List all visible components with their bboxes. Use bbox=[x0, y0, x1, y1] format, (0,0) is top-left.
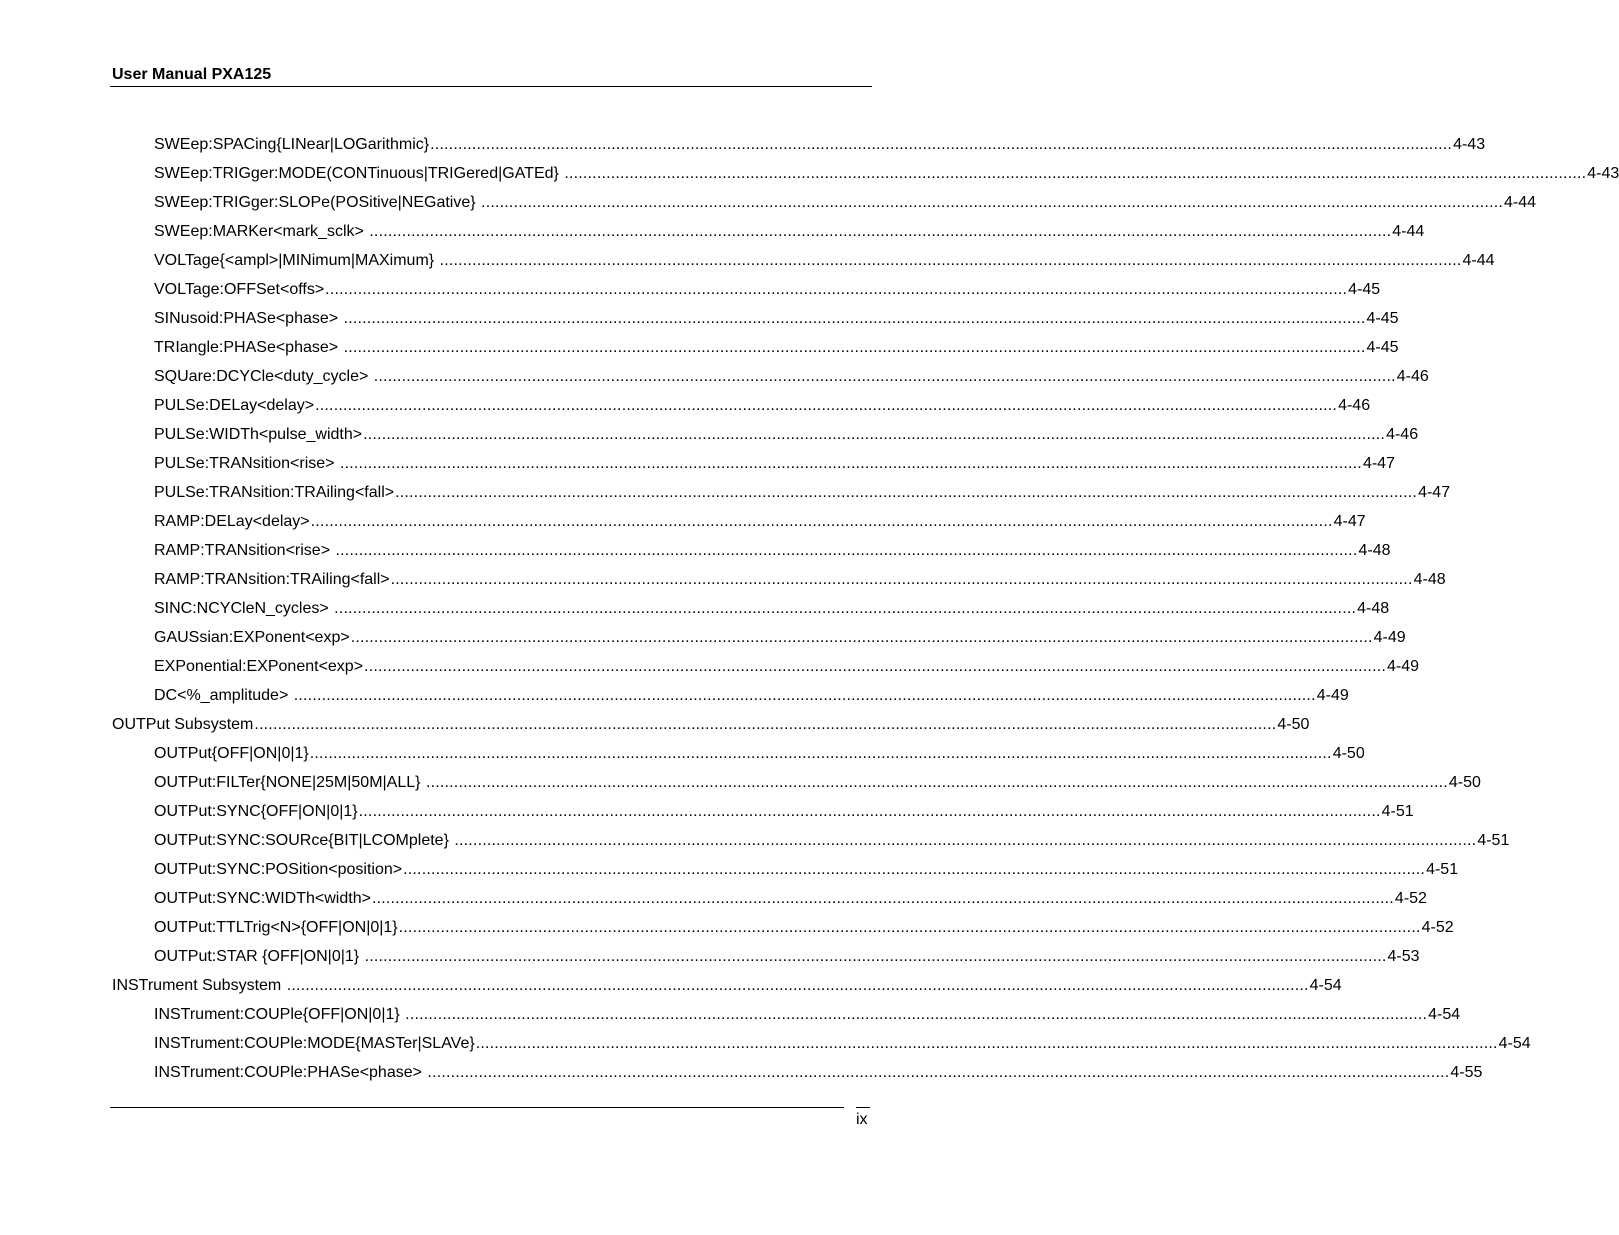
toc-dot-leader: ............................................................................................................................................................................................................................ bbox=[310, 513, 1333, 530]
toc-entry-title: OUTPut:STAR {OFF|ON|0|1} bbox=[154, 948, 364, 965]
toc-entry[interactable] bbox=[154, 220, 1425, 244]
toc-page-number: 4-45 bbox=[1348, 281, 1381, 298]
toc-entry[interactable] bbox=[154, 307, 1399, 331]
toc-entry-title: RAMP:TRANsition<rise> bbox=[154, 542, 335, 559]
toc-dot-leader: ............................................................................................................................................................................................................................ bbox=[254, 716, 1277, 733]
toc-dot-leader: ............................................................................................................................................................................................................................ bbox=[398, 919, 1421, 936]
toc-entry[interactable] bbox=[154, 191, 1537, 215]
toc-entry-title: DC<%_amplitude> bbox=[154, 687, 293, 704]
toc-dot-leader: ............................................................................................................................................................................................................................ bbox=[286, 977, 1309, 994]
toc-entry[interactable] bbox=[154, 916, 1454, 940]
toc-dot-leader: ............................................................................................................................................................................................................................ bbox=[309, 745, 1332, 762]
toc-entry[interactable] bbox=[154, 800, 1414, 824]
toc-entry[interactable] bbox=[154, 684, 1349, 708]
toc-page-number: 4-50 bbox=[1277, 716, 1310, 733]
toc-entry-title: OUTPut{OFF|ON|0|1} bbox=[154, 745, 309, 762]
toc-dot-leader: ............................................................................................................................................................................................................................ bbox=[373, 368, 1396, 385]
toc-entry-title: OUTPut:FILTer{NONE|25M|50M|ALL} bbox=[154, 774, 425, 791]
header-divider bbox=[110, 86, 872, 87]
toc-entry-title: SWEep:MARKer<mark_sclk> bbox=[154, 223, 369, 240]
toc-page-number: 4-46 bbox=[1396, 368, 1429, 385]
toc-page-number: 4-52 bbox=[1421, 919, 1454, 936]
toc-entry-title: PULSe:TRANsition:TRAiling<fall> bbox=[154, 484, 395, 501]
toc-entry-title: VOLTage:OFFSet<offs> bbox=[154, 281, 325, 298]
toc-section-entry[interactable] bbox=[112, 974, 1342, 998]
toc-entry[interactable] bbox=[154, 945, 1420, 969]
toc-entry[interactable] bbox=[154, 510, 1366, 534]
toc-dot-leader: ............................................................................................................................................................................................................................ bbox=[350, 629, 1373, 646]
toc-entry-title: SWEep:SPACing{LINear|LOGarithmic} bbox=[154, 136, 430, 153]
toc-dot-leader: ............................................................................................................................................................................................................................ bbox=[334, 600, 1357, 617]
toc-page-number: 4-43 bbox=[1453, 136, 1486, 153]
toc-page-number: 4-48 bbox=[1358, 542, 1391, 559]
toc-page-number: 4-51 bbox=[1426, 861, 1459, 878]
toc-dot-leader: ............................................................................................................................................................................................................................ bbox=[315, 397, 1338, 414]
toc-entry-title: OUTPut:SYNC:SOURce{BIT|LCOMplete} bbox=[154, 832, 454, 849]
toc-dot-leader: ............................................................................................................................................................................................................................ bbox=[369, 223, 1392, 240]
toc-entry[interactable] bbox=[154, 539, 1391, 563]
toc-page-number: 4-45 bbox=[1366, 310, 1399, 327]
toc-page-number: 4-48 bbox=[1413, 571, 1446, 588]
toc-entry-title: OUTPut:SYNC{OFF|ON|0|1} bbox=[154, 803, 358, 820]
toc-entry-title: INSTrument:COUPle:MODE{MASTer|SLAVe} bbox=[154, 1035, 475, 1052]
toc-entry[interactable] bbox=[154, 887, 1427, 911]
toc-dot-leader: ............................................................................................................................................................................................................................ bbox=[439, 252, 1462, 269]
toc-dot-leader: ............................................................................................................................................................................................................................ bbox=[325, 281, 1348, 298]
toc-entry[interactable] bbox=[154, 162, 1619, 186]
toc-dot-leader: ............................................................................................................................................................................................................................ bbox=[293, 687, 1316, 704]
toc-entry[interactable] bbox=[154, 568, 1446, 592]
toc-section-entry[interactable] bbox=[112, 713, 1310, 737]
toc-entry-title: SWEep:TRIGger:SLOPe(POSitive|NEGative} bbox=[154, 194, 481, 211]
toc-dot-leader: ............................................................................................................................................................................................................................ bbox=[363, 426, 1386, 443]
toc-page-number: 4-44 bbox=[1462, 252, 1495, 269]
toc-page-number: 4-46 bbox=[1386, 426, 1419, 443]
toc-entry[interactable] bbox=[154, 771, 1481, 795]
toc-page-number: 4-54 bbox=[1498, 1035, 1531, 1052]
toc-entry[interactable] bbox=[154, 858, 1459, 882]
toc-dot-leader: ............................................................................................................................................................................................................................ bbox=[430, 136, 1453, 153]
toc-dot-leader: ............................................................................................................................................................................................................................ bbox=[343, 310, 1366, 327]
toc-entry-title: EXPonential:EXPonent<exp> bbox=[154, 658, 364, 675]
toc-entry-title: INSTrument:COUPle{OFF|ON|0|1} bbox=[154, 1006, 405, 1023]
toc-page-number: 4-49 bbox=[1316, 687, 1349, 704]
toc-dot-leader: ............................................................................................................................................................................................................................ bbox=[364, 658, 1387, 675]
toc-dot-leader: ............................................................................................................................................................................................................................ bbox=[454, 832, 1477, 849]
page-number: ix bbox=[856, 1111, 868, 1128]
toc-entry[interactable] bbox=[154, 481, 1451, 505]
toc-entry[interactable] bbox=[154, 394, 1371, 418]
toc-entry-title: OUTPut:SYNC:POSition<position> bbox=[154, 861, 403, 878]
toc-entry-title: TRIangle:PHASe<phase> bbox=[154, 339, 343, 356]
toc-dot-leader: ............................................................................................................................................................................................................................ bbox=[475, 1035, 1498, 1052]
toc-dot-leader: ............................................................................................................................................................................................................................ bbox=[364, 948, 1387, 965]
toc-page-number: 4-52 bbox=[1394, 890, 1427, 907]
toc-entry[interactable] bbox=[154, 742, 1365, 766]
toc-page-number: 4-43 bbox=[1587, 165, 1619, 182]
toc-page-number: 4-53 bbox=[1387, 948, 1420, 965]
toc-dot-leader: ............................................................................................................................................................................................................................ bbox=[339, 455, 1362, 472]
footer-divider bbox=[110, 1107, 844, 1108]
toc-entry-title: SQUare:DCYCle<duty_cycle> bbox=[154, 368, 373, 385]
toc-page-number: 4-46 bbox=[1338, 397, 1371, 414]
toc-page-number: 4-51 bbox=[1477, 832, 1510, 849]
toc-dot-leader: ............................................................................................................................................................................................................................ bbox=[403, 861, 1426, 878]
toc-page-number: 4-48 bbox=[1357, 600, 1390, 617]
document-title: User Manual PXA125 bbox=[112, 66, 272, 83]
toc-page-number: 4-50 bbox=[1332, 745, 1365, 762]
toc-page-number: 4-50 bbox=[1448, 774, 1481, 791]
toc-entry-title: INSTrument Subsystem bbox=[112, 977, 286, 994]
toc-page-number: 4-51 bbox=[1381, 803, 1414, 820]
toc-page-number: 4-49 bbox=[1387, 658, 1420, 675]
toc-dot-leader: ............................................................................................................................................................................................................................ bbox=[358, 803, 1381, 820]
toc-entry[interactable] bbox=[154, 249, 1495, 273]
toc-page-number: 4-55 bbox=[1450, 1064, 1483, 1081]
toc-entry[interactable] bbox=[154, 1061, 1483, 1085]
footer-page-rule bbox=[856, 1107, 870, 1108]
toc-entry[interactable] bbox=[154, 655, 1420, 679]
toc-page-number: 4-49 bbox=[1373, 629, 1406, 646]
toc-dot-leader: ............................................................................................................................................................................................................................ bbox=[335, 542, 1358, 559]
toc-page-number: 4-47 bbox=[1333, 513, 1366, 530]
toc-entry-title: RAMP:DELay<delay> bbox=[154, 513, 310, 530]
toc-page-number: 4-54 bbox=[1309, 977, 1342, 994]
toc-entry[interactable] bbox=[154, 1003, 1461, 1027]
toc-entry-title: OUTPut Subsystem bbox=[112, 716, 254, 733]
toc-page-number: 4-45 bbox=[1366, 339, 1399, 356]
toc-page-number: 4-47 bbox=[1362, 455, 1395, 472]
toc-dot-leader: ............................................................................................................................................................................................................................ bbox=[481, 194, 1504, 211]
toc-dot-leader: ............................................................................................................................................................................................................................ bbox=[427, 1064, 1450, 1081]
toc-page-number: 4-44 bbox=[1392, 223, 1425, 240]
toc-dot-leader: ............................................................................................................................................................................................................................ bbox=[395, 484, 1418, 501]
toc-entry-title: INSTrument:COUPle:PHASe<phase> bbox=[154, 1064, 427, 1081]
toc-dot-leader: ............................................................................................................................................................................................................................ bbox=[564, 165, 1587, 182]
toc-dot-leader: ............................................................................................................................................................................................................................ bbox=[343, 339, 1366, 356]
toc-entry-title: PULSe:DELay<delay> bbox=[154, 397, 315, 414]
toc-entry[interactable] bbox=[154, 1032, 1531, 1056]
toc-entry-title: RAMP:TRANsition:TRAiling<fall> bbox=[154, 571, 390, 588]
toc-entry[interactable] bbox=[154, 829, 1510, 853]
toc-entry-title: VOLTage{<ampl>|MINimum|MAXimum} bbox=[154, 252, 439, 269]
toc-dot-leader: ............................................................................................................................................................................................................................ bbox=[390, 571, 1413, 588]
toc-entry-title: OUTPut:SYNC:WIDTh<width> bbox=[154, 890, 371, 907]
toc-entry[interactable] bbox=[154, 133, 1486, 157]
toc-entry-title: SINusoid:PHASe<phase> bbox=[154, 310, 343, 327]
toc-entry[interactable] bbox=[154, 336, 1399, 360]
toc-entry[interactable] bbox=[154, 452, 1395, 476]
toc-page-number: 4-54 bbox=[1428, 1006, 1461, 1023]
toc-page-number: 4-47 bbox=[1418, 484, 1451, 501]
toc-dot-leader: ............................................................................................................................................................................................................................ bbox=[371, 890, 1394, 907]
toc-entry[interactable] bbox=[154, 423, 1419, 447]
toc-dot-leader: ............................................................................................................................................................................................................................ bbox=[405, 1006, 1428, 1023]
toc-entry-title: SWEep:TRIGger:MODE(CONTinuous|TRIGered|GATEd} bbox=[154, 165, 564, 182]
toc-entry[interactable] bbox=[154, 278, 1381, 302]
toc-entry-title: PULSe:TRANsition<rise> bbox=[154, 455, 339, 472]
toc-entry-title: SINC:NCYCleN_cycles> bbox=[154, 600, 334, 617]
toc-entry-title: PULSe:WIDTh<pulse_width> bbox=[154, 426, 363, 443]
toc-entry-title: GAUSsian:EXPonent<exp> bbox=[154, 629, 350, 646]
toc-entry[interactable] bbox=[154, 626, 1406, 650]
toc-page-number: 4-44 bbox=[1504, 194, 1537, 211]
toc-entry-title: OUTPut:TTLTrig<N>{OFF|ON|0|1} bbox=[154, 919, 398, 936]
toc-dot-leader: ............................................................................................................................................................................................................................ bbox=[425, 774, 1448, 791]
toc-entry[interactable] bbox=[154, 365, 1429, 389]
toc-entry[interactable] bbox=[154, 597, 1390, 621]
